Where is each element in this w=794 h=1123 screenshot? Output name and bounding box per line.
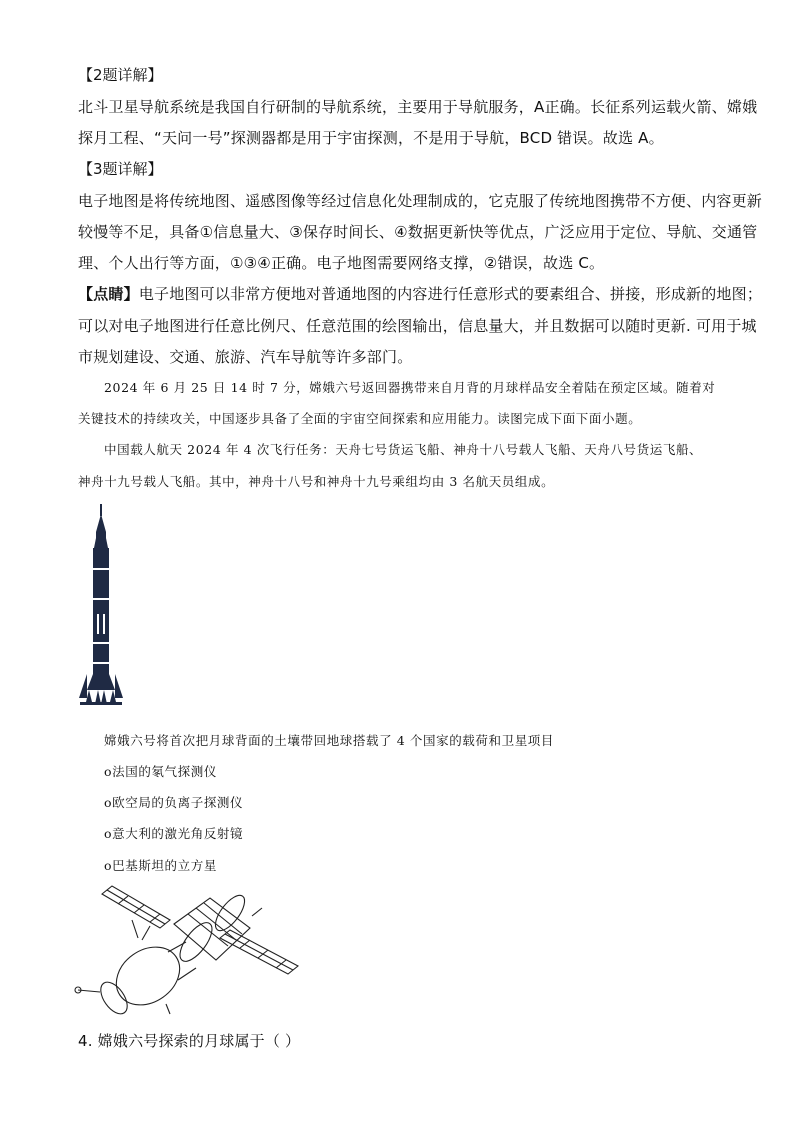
payload-item: o欧空局的负离子探测仪: [104, 795, 244, 810]
material-p2-line: 神舟十九号载人飞船。其中，神舟十八号和神舟十九号乘组均由 3 名航天员组成。: [78, 474, 555, 489]
rocket-figure: [76, 502, 126, 712]
q2-line: 北斗卫星导航系统是我国自行研制的导航系统，主要用于导航服务，A正确。长征系列运载火箭、嫦娥: [78, 98, 758, 116]
q3-line: 电子地图是将传统地图、遥感图像等经过信息化处理制成的，它克服了传统地图携带不方便、内容更新: [78, 192, 763, 210]
q2-heading: 【2题详解】: [78, 66, 163, 84]
material-p1-line: 2024 年 6 月 25 日 14 时 7 分，嫦娥六号返回器携带来自月背的月球样品安全着陆在预定区域。随着对: [104, 380, 716, 395]
rocket-icon: [76, 502, 126, 712]
spacecraft-figure: [70, 880, 306, 1022]
q3-heading: 【3题详解】: [78, 160, 163, 178]
payload-item: o巴基斯坦的立方星: [104, 858, 217, 873]
spacecraft-icon: [70, 880, 306, 1022]
material-p1-line: 关键技术的持续攻关，中国逐步具备了全面的宇宙空间探索和应用能力。读图完成下面下面小题。: [78, 411, 642, 426]
tip-first-line: 电子地图可以非常方便地对普通地图的内容进行任意形式的要素组合、拼接，形成新的地图；: [138, 285, 763, 303]
q2-line: 探月工程、“天问一号”探测器都是用于宇宙探测，不是用于导航，BCD 错误。故选 A。: [78, 129, 664, 147]
payload-item: o法国的氡气探测仪: [104, 764, 217, 779]
tip-line: 市规划建设、交通、旅游、汽车导航等许多部门。: [78, 348, 413, 366]
tip-line: 可以对电子地图进行任意比例尺、任意范围的绘图输出，信息量大，并且数据可以随时更新. 可用于城: [78, 317, 757, 335]
q3-line: 较慢等不足，具备①信息量大、③保存时间长、④数据更新快等优点，广泛应用于定位、导航、交通管: [78, 223, 758, 241]
tip-paragraph: [78, 283, 762, 304]
payload-caption: 嫦娥六号将首次把月球背面的土壤带回地球搭载了 4 个国家的载荷和卫星项目: [104, 733, 555, 748]
material-p2-line: 中国载人航天 2024 年 4 次飞行任务：天舟七号货运飞船、神舟十八号载人飞船、天舟八号货运飞船、: [104, 442, 703, 457]
tip-label: 【点睛】: [78, 285, 139, 303]
q3-line: 理、个人出行等方面，①③④正确。电子地图需要网络支撑，②错误，故选 C。: [78, 254, 605, 272]
payload-item: o意大利的激光角反射镜: [104, 826, 244, 841]
question-4: 4. 嫦娥六号探索的月球属于（ ）: [78, 1032, 301, 1050]
